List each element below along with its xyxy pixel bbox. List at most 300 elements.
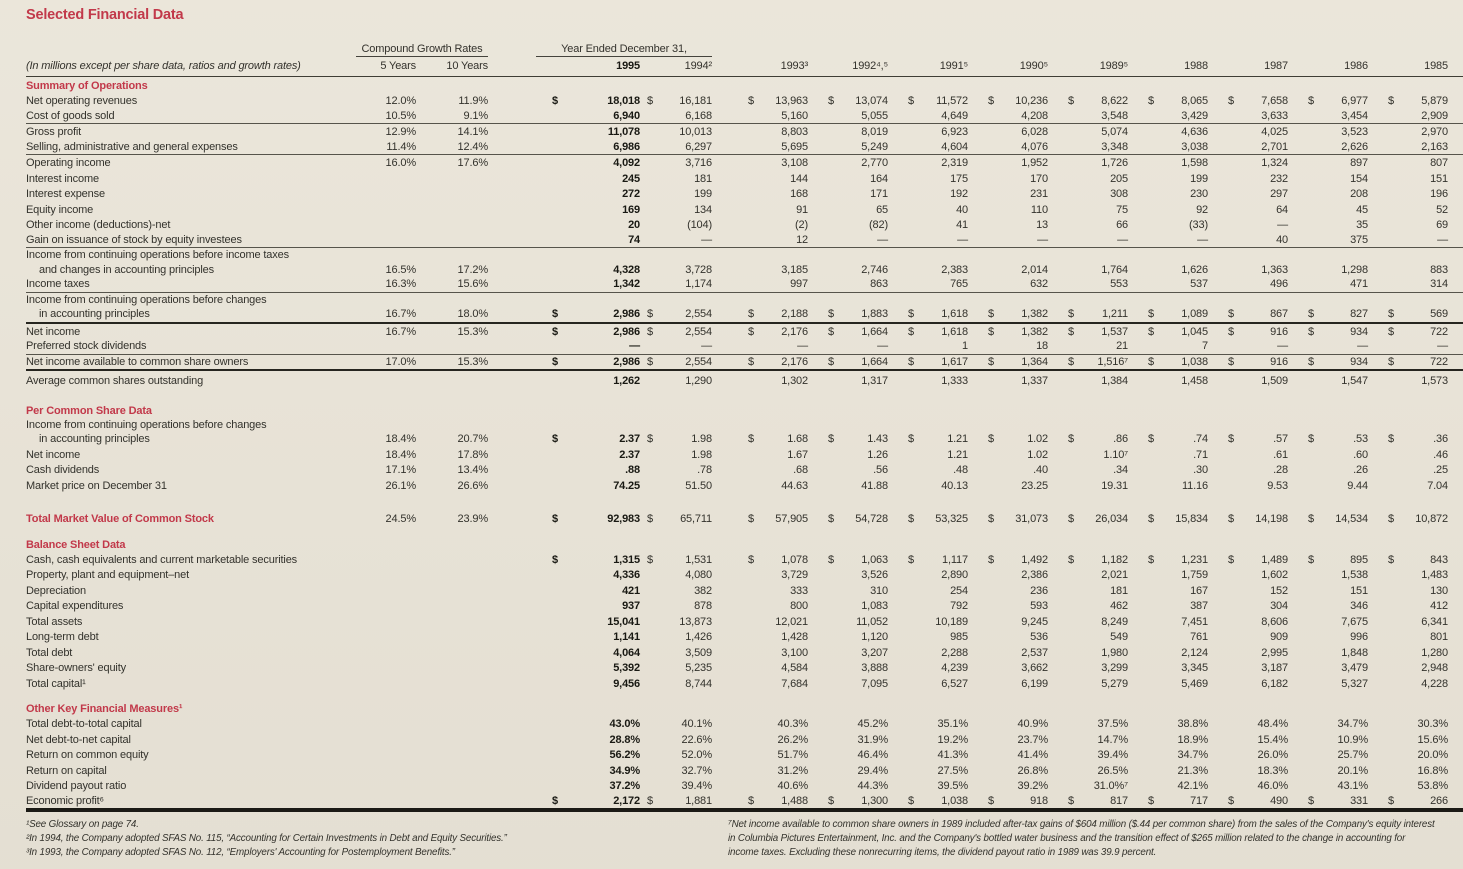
cell: 1,384 [1101,375,1128,387]
cell: 3,728 [685,263,712,276]
dollar-sign: $ [748,433,754,445]
cell: 11.9% [458,95,488,107]
dollar-sign: $ [552,433,558,445]
col-header: 5 Years [380,59,416,72]
dollar-sign: $ [988,355,994,368]
dollar-sign: $ [988,553,994,566]
cell: $ 1,078 [748,553,808,566]
row-label: Share-owners' equity [26,662,126,674]
cell: 4,092 [613,157,640,169]
cell: — [877,233,888,246]
cell: 6,168 [685,109,712,122]
row-label: Economic profit⁶ [26,794,104,807]
col-header: 1987 [1264,59,1288,72]
cell: 7,684 [781,677,808,690]
cell: 3,526 [861,569,888,581]
dollar-sign: $ [1148,325,1154,338]
cell: $ 2,176 [748,355,808,368]
cell: $ 1,516⁷ [1068,355,1128,368]
cell: 52.0% [681,749,712,761]
row-label: Total debt-to-total capital [26,718,142,730]
dollar-sign: $ [647,95,653,107]
cell: 761 [1190,631,1208,643]
cell: 26.8% [1017,764,1048,777]
cell: 42.1% [1177,780,1208,792]
dollar-sign: $ [828,355,834,368]
cell: 4,604 [941,140,968,153]
cell: 40.3% [777,718,808,730]
cell: 45.2% [857,718,888,730]
cell: 9.53 [1267,479,1288,492]
cell: $ 53,325 [908,513,968,525]
row-spacer [26,389,1463,402]
cell: 31.9% [857,733,888,746]
cell: 1,302 [781,375,808,387]
cell: $ 92,983 [552,513,640,525]
cell: 308 [1110,188,1128,200]
cell: 17.0% [385,355,416,368]
cell: 3,348 [1101,140,1128,153]
cell: 151 [1350,584,1368,597]
dollar-sign: $ [1228,355,1234,368]
dollar-sign: $ [828,325,834,338]
cell: 14.7% [1097,733,1128,746]
cell: 412 [1430,600,1448,612]
cell: $ 2,554 [647,325,712,338]
cell: 9,456 [613,677,640,690]
cell: 12 [796,233,808,246]
row-label: Preferred stock dividends [26,340,147,352]
dollar-sign: $ [748,513,754,525]
dollar-sign: $ [1228,553,1234,566]
cell: 4,064 [613,646,640,659]
cell: — [1277,219,1288,231]
cell: 171 [870,188,888,200]
cell: 34.7% [1177,749,1208,761]
cell: 64 [1276,203,1288,216]
dollar-sign: $ [1068,553,1074,566]
cell: 909 [1270,631,1288,643]
cell: 34.9% [609,764,640,777]
cell: 387 [1190,600,1208,612]
cell: $ 1,211 [1068,308,1128,320]
dollar-sign: $ [908,308,914,320]
cell: 26.5% [1097,764,1128,777]
table-row [26,583,1463,599]
dollar-sign: $ [988,794,994,807]
cell: .46 [1433,448,1448,461]
cell: 16.7% [385,325,416,338]
cell: 536 [1030,631,1048,643]
row-label: Income taxes [26,278,90,290]
cell: 74 [628,233,640,246]
cell: 254 [950,584,968,597]
dollar-sign: $ [1148,95,1154,107]
cell: 3,038 [1181,140,1208,153]
cell: $ 1.21 [908,433,968,445]
cell: 1,952 [1021,157,1048,169]
cell: 40 [1276,233,1288,246]
cell: 304 [1270,600,1288,612]
cell: 199 [694,188,712,200]
cell: 1,598 [1181,157,1208,169]
cell: $ 1,117 [908,553,968,566]
cell: 1,509 [1261,375,1288,387]
dollar-sign: $ [1388,325,1394,338]
cell: 23.25 [1021,479,1048,492]
cell: $ 11,572 [908,95,968,107]
dollar-sign: $ [647,433,653,445]
cell: $ 7,658 [1228,95,1288,107]
cell: 22.6% [681,733,712,746]
cell: (82) [869,219,888,231]
cell: 496 [1270,278,1288,290]
cell: — [1277,340,1288,352]
cell: 3,100 [781,646,808,659]
cell: 3,185 [781,263,808,276]
cell: — [1437,340,1448,352]
cell: 985 [950,631,968,643]
cell: 19.31 [1101,479,1128,492]
cell: $ 843 [1388,553,1448,566]
cell: 3,716 [685,157,712,169]
row-label: Operating income [26,157,111,169]
cell: 375 [1350,233,1368,246]
cell: 6,940 [613,109,640,122]
table-row [26,248,1463,277]
col-header: 1991⁵ [939,59,968,72]
cell: $ 266 [1388,794,1448,807]
cell: 15,041 [607,615,640,628]
cell: 1,573 [1421,375,1448,387]
cell: $ 1,883 [828,308,888,320]
cell: 230 [1190,188,1208,200]
cell: 15.4% [1257,733,1288,746]
cell: 37.2% [609,780,640,792]
cell: $ 15,834 [1148,513,1208,525]
table-row [26,732,1463,748]
cell: 7,095 [861,677,888,690]
cell: 26.1% [385,479,416,492]
cell: 16.8% [1417,764,1448,777]
cell: 765 [950,278,968,290]
cell: 192 [950,188,968,200]
cell: 164 [870,172,888,185]
cell: 6,923 [941,126,968,138]
dollar-sign: $ [908,794,914,807]
cell: 9.44 [1347,479,1368,492]
cell: 1,848 [1341,646,1368,659]
dollar-sign: $ [1228,794,1234,807]
cell: 1,759 [1181,569,1208,581]
cell: $ 722 [1388,325,1448,338]
table-row [26,324,1463,340]
cell: 110 [1030,203,1048,216]
cell: 272 [622,188,640,200]
cell: $ 1,492 [988,553,1048,566]
cell: 51.50 [685,479,712,492]
cell: 2,970 [1421,126,1448,138]
cell: — [1037,233,1048,246]
cell: 35 [1356,219,1368,231]
table-row [26,447,1463,463]
cell: 1,342 [613,278,640,290]
cell: $ .57 [1228,433,1288,445]
cell: 23.9% [457,513,488,525]
cell: 167 [1190,584,1208,597]
row-label: Selling, administrative and general expenses [26,140,238,153]
cell: 792 [950,600,968,612]
cell: $ 918 [988,794,1048,807]
dollar-sign: $ [552,553,558,566]
dollar-sign: $ [552,325,558,338]
cell: 6,341 [1421,615,1448,628]
cell: 3,888 [861,662,888,674]
cell: 169 [622,203,640,216]
cell: $ 895 [1308,553,1368,566]
cell: 13,873 [679,615,712,628]
table-row [26,140,1463,156]
dollar-sign: $ [1388,355,1394,368]
page-title: Selected Financial Data [26,7,184,23]
cell: 8,803 [781,126,808,138]
cell: 43.0% [609,718,640,730]
cell: .60 [1353,448,1368,461]
cell: 26.0% [1257,749,1288,761]
cell: 5,392 [613,662,640,674]
cell: 314 [1430,278,1448,290]
cell: 11.4% [386,140,416,153]
cell: 1.21 [947,448,968,461]
table-row [26,716,1463,732]
cell: 1.02 [1027,448,1048,461]
cell: 5,074 [1101,126,1128,138]
cell: 24.5% [385,513,416,525]
table-row [26,277,1463,293]
footnotes-left [26,818,726,859]
dollar-sign: $ [1148,355,1154,368]
cell: 15.3% [457,325,488,338]
cell: 553 [1110,278,1128,290]
cell: $ .36 [1388,433,1448,445]
section-header: Other Key Financial Measures¹ [26,703,183,715]
cell: 3,108 [781,157,808,169]
table-row [26,629,1463,645]
dollar-sign: $ [1388,794,1394,807]
dollar-sign: $ [1068,95,1074,107]
row-label: Gain on issuance of stock by equity investees [26,233,242,246]
col-header: 10 Years [446,59,488,72]
dollar-sign: $ [748,95,754,107]
cell: 5,469 [1181,677,1208,690]
cell: 897 [1350,157,1368,169]
cell: 91 [796,203,808,216]
cell: 37.5% [1097,718,1128,730]
cell: 6,527 [941,677,968,690]
dollar-sign: $ [1068,513,1074,525]
cell: $ 1,382 [988,325,1048,338]
cell: 2,948 [1421,662,1448,674]
cell: 17.8% [457,448,488,461]
cell: $ 934 [1308,325,1368,338]
table-row [26,339,1463,355]
table-row [26,778,1463,794]
cell: 75 [1116,203,1128,216]
cell: 1,428 [781,631,808,643]
table-row [26,155,1463,171]
cell: 10,189 [935,615,968,628]
table-row [26,233,1463,249]
cell: 2,163 [1421,140,1448,153]
dollar-sign: $ [1308,553,1314,566]
dollar-sign: $ [1068,794,1074,807]
cell: 2,909 [1421,109,1448,122]
cell: — [1117,233,1128,246]
dollar-sign: $ [988,95,994,107]
cell: 1,547 [1341,375,1368,387]
cell: 7.04 [1427,479,1448,492]
cell: 10.5% [385,109,416,122]
cell: $ 31,073 [988,513,1048,525]
cell: 13 [1036,219,1048,231]
dollar-sign: $ [908,95,914,107]
cell: 35.1% [937,718,968,730]
cell: 1 [962,340,968,352]
cell: 1.10⁷ [1103,448,1128,461]
table-row [26,763,1463,779]
dollar-sign: $ [1068,308,1074,320]
cell: .30 [1193,464,1208,476]
cell: 1.98 [691,448,712,461]
cell: .78 [697,464,712,476]
cell: 593 [1030,600,1048,612]
cell: 346 [1350,600,1368,612]
cell: .61 [1273,448,1288,461]
cell: 26.6% [457,479,488,492]
cell: $ 54,728 [828,513,888,525]
cell: 537 [1190,278,1208,290]
section-header: Per Common Share Data [26,404,152,417]
cell: $ 827 [1308,308,1368,320]
cell: $ 1,618 [908,308,968,320]
cell: 41.4% [1017,749,1048,761]
cell: 18.0% [457,308,488,320]
cell: 2,386 [1021,569,1048,581]
row-label: Cost of goods sold [26,109,115,122]
cell: $ 18,018 [552,95,640,107]
cell: .26 [1353,464,1368,476]
cell: 181 [694,172,712,185]
cell: .40 [1033,464,1048,476]
cell: 6,028 [1021,126,1048,138]
cell: — [629,340,640,352]
table-row [26,217,1463,233]
row-label: Cash dividends [26,464,100,476]
cell: $ 1,617 [908,355,968,368]
cell: — [1437,233,1448,246]
cell: 27.5% [937,764,968,777]
cell: 39.5% [937,780,968,792]
cell: $ 1,315 [552,553,640,566]
cell: 2,319 [941,157,968,169]
cell: .34 [1113,464,1128,476]
row-label: Net income [26,325,81,338]
cell: $ 8,622 [1068,95,1128,107]
cell: $ 331 [1308,794,1368,807]
cell: 31.0%⁷ [1093,780,1128,792]
cell: .28 [1273,464,1288,476]
cell: — [957,233,968,246]
dollar-sign: $ [647,513,653,525]
dollar-sign: $ [1308,355,1314,368]
cell: 52 [1436,203,1448,216]
dollar-sign: $ [647,794,653,807]
table-row [26,355,1463,372]
cell: 14.1% [457,126,488,138]
cell: 31.2% [777,764,808,777]
dollar-sign: $ [988,513,994,525]
table-row [26,747,1463,763]
cell: 4,228 [1421,677,1448,690]
cell: 4,636 [1181,126,1208,138]
cell: 175 [950,172,968,185]
cell: 46.4% [857,749,888,761]
table-row [26,676,1463,692]
cell: 4,584 [781,662,808,674]
row-label: Gross profit [26,126,82,138]
table-row [26,373,1463,389]
cell: 16.5% [385,263,416,276]
dollar-sign: $ [1228,325,1234,338]
cell: $ 1,489 [1228,553,1288,566]
cell: 997 [790,278,808,290]
table-row [26,598,1463,614]
table-row [26,293,1463,324]
row-label: Return on capital [26,764,107,777]
row-label: Return on common equity [26,749,149,761]
row-label: Total capital¹ [26,677,86,690]
cell: $ 916 [1228,355,1288,368]
cell: 15.6% [1417,733,1448,746]
section-header-row [26,77,1463,93]
cell: 1,324 [1261,157,1288,169]
dollar-sign: $ [1148,433,1154,445]
dollar-sign: $ [908,433,914,445]
cell: 1.26 [867,448,888,461]
cell: $ .53 [1308,433,1368,445]
col-header: 1990⁵ [1019,59,1048,72]
table-row [26,660,1463,676]
cell: .88 [625,464,640,476]
cell: $ 1,231 [1148,553,1208,566]
dollar-sign: $ [1148,553,1154,566]
cell: 40.1% [681,718,712,730]
col-header: 1985 [1424,59,1448,72]
cell: 1,764 [1101,263,1128,276]
row-label: Depreciation [26,584,86,597]
cell: $ 1.68 [748,433,808,445]
cell: $ 65,711 [647,513,712,525]
cell: 12.4% [457,140,488,153]
dollar-sign: $ [647,325,653,338]
cell: 421 [622,584,640,597]
cell: 801 [1430,631,1448,643]
cell: 996 [1350,631,1368,643]
cell: 1,333 [941,375,968,387]
cell: 5,055 [861,109,888,122]
table-row [26,614,1463,630]
cell: 18 [1036,340,1048,352]
